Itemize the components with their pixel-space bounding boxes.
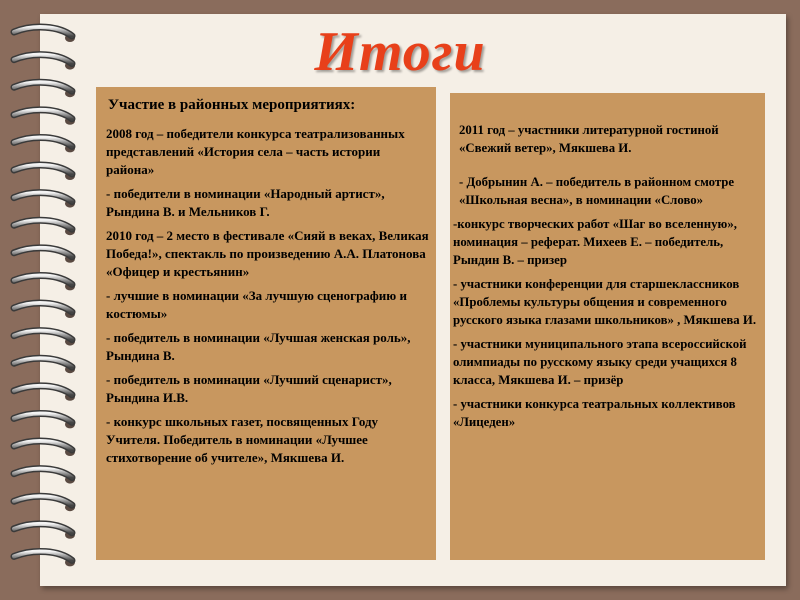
list-item: - победитель в номинации «Лучшая женская роль», Рындина В. [106, 330, 411, 363]
page-title: Итоги [314, 21, 486, 83]
list-item: - лучшие в номинации «За лучшую сценографию и костюмы» [106, 288, 407, 321]
list-item: 2010 год – 2 место в фестивале «Сияй в веках, Великая Победа!», спектакль по произведению А.А. Платонова «Офицер и крестьянин» [106, 228, 429, 279]
achievements-2011-panel [450, 93, 765, 560]
list-item: - Добрынин А. – победитель в районном смотре «Школьная весна», в номинации «Слово» [459, 175, 735, 207]
list-item: - участники конференции для старшеклассников «Проблемы культуры общения и современного русского языка глазами школьников» , Мякшева И. [453, 277, 757, 327]
list-item: - победитель в номинации «Лучший сценарист», Рындина И.В. [106, 372, 392, 405]
list-item: 2011 год – участники литературной гостиной «Свежий ветер», Мякшева И. [459, 123, 719, 155]
spiral-binding-icon [4, 22, 86, 582]
district-events-panel [96, 87, 436, 560]
list-item: - победители в номинации «Народный артист», Рындина В. и Мельников Г. [106, 186, 385, 219]
list-item: - участники муниципального этапа всероссийской олимпиады по русскому языку среди учащихся 8 класса, Мякшева И. – призёр [453, 337, 747, 387]
list-item: - участники конкурса театральных коллективов «Лицеден» [453, 397, 736, 429]
panel-heading: Участие в районных мероприятиях: [108, 97, 356, 113]
list-item: -конкурс творческих работ «Шаг во вселенную», номинация – реферат. Михеев Е. – победитель, Рындин В. – призер [453, 217, 737, 267]
list-item: - конкурс школьных газет, посвященных Году Учителя. Победитель в номинации «Лучшее стихотворение об учителе», Мякшева И. [106, 414, 379, 465]
list-item: 2008 год – победители конкурса театрализованных представлений «История села – часть истории района» [106, 126, 405, 177]
